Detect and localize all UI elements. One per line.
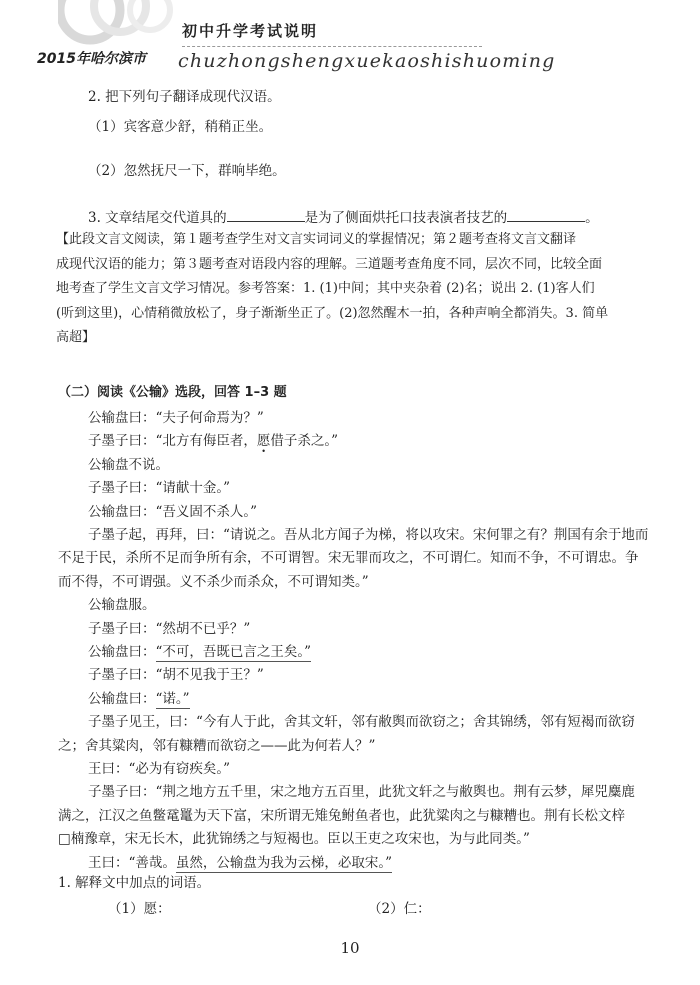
underlined-sentence: “诺。”	[155, 690, 190, 707]
passage-line: 公输盘曰：“夫子何命焉为？”	[88, 410, 264, 426]
passage-line: 子墨子曰：“请献十金。”	[88, 480, 231, 497]
q1-item-2: （2）仁：	[368, 901, 431, 917]
passage-line	[88, 435, 338, 449]
analysis-line: 【此段文言文阅读，第１题考查学生对文言实词词义的掌握情况；第２题考查将文言文翻译	[56, 232, 577, 247]
passage-line: 公输盘曰：“吾义固不杀人。”	[88, 503, 258, 520]
underlined-sentence: “不可，吾既已言之王矣。”	[155, 644, 312, 660]
q3-blank-1[interactable]	[227, 209, 305, 222]
passage-text: 公输盘曰：	[88, 644, 156, 660]
page-number: 10	[340, 939, 360, 957]
passage-line: 子墨子起，再拜，曰：“请说之。吾从北方闻子为梯，将以攻宋。宋何罪之有？荆国有余于地而	[88, 527, 649, 543]
passage-line: 之；舍其粱肉，邻有糠糟而欲窃之——此为何若人？”	[58, 737, 376, 754]
header-pinyin: chuzhongshengxuekaoshishuoming	[178, 50, 556, 72]
passage-line: 公输盘不说。	[88, 456, 169, 473]
passage-line: 王曰：“必为有窃疾矣。”	[88, 761, 231, 777]
analysis-line: (听到这里)，心情稍微放松了，身子渐渐坐正了。(2)忽然醒木一拍，各种声响全都消失。3. 简单	[56, 305, 609, 321]
q3-part-1: 3. 文章结尾交代道具的	[88, 210, 227, 226]
passage-line: 不足于民，杀所不足而争所有余，不可谓智。宋无罪而攻之，不可谓仁。知而不争，不可谓忠。争	[58, 550, 639, 567]
passage-line: 而不得，不可谓强。义不杀少而杀众，不可谓知类。”	[58, 573, 369, 590]
passage-line: 满之，江汉之鱼鳖鼋鼍为天下富，宋所谓无雉兔鲋鱼者也，此犹粱肉之与糠糟也。荆有长松文梓	[58, 807, 625, 824]
q3-part-3: 。	[585, 210, 599, 226]
passage-line: 子墨子曰：“胡不见我于王？”	[88, 667, 264, 684]
q1-item-1: （1）愿：	[108, 901, 171, 917]
passage-line: 子墨子曰：“然胡不已乎？”	[88, 620, 251, 637]
analysis-line: 地考查了学生文言文学习情况。参考答案：1. (1)中间；其中夹杂着 (2)名；说出 2. (1)客人们	[56, 281, 595, 296]
header-title: 初中升学考试说明	[182, 22, 319, 40]
q2-label: 2. 把下列句子翻译成现代汉语。	[88, 89, 281, 105]
dotted-word-yuan: 愿	[256, 433, 271, 450]
q1-label: 1. 解释文中加点的词语。	[58, 875, 211, 891]
passage-line: 子墨子曰：“荆之地方五千里，宋之地方五百里，此犹文轩之与敝舆也。荆有云梦，犀兕麋鹿	[88, 784, 635, 801]
underlined-sentence: 虽然，公输盘为我为云梯，必取宋。”	[175, 854, 393, 871]
header-year-city: 2015年哈尔滨市	[37, 51, 146, 67]
passage-line: 子墨子见王，曰：“今有人于此，舍其文轩，邻有敝舆而欲窃之；舍其锦绣，邻有短褐而欲窃	[88, 714, 635, 731]
passage-line	[88, 854, 393, 871]
q2-item-2: （2）忽然抚尺一下，群响毕绝。	[88, 163, 286, 179]
q3-line	[88, 209, 599, 226]
q3-part-2: 是为了侧面烘托口技表演者技艺的	[304, 210, 508, 226]
passage-line	[88, 690, 190, 707]
passage-text: 王曰：“善哉。	[88, 854, 176, 871]
q3-blank-2[interactable]	[507, 209, 585, 222]
passage-text: 借子杀之。”	[270, 433, 339, 450]
passage-line: 公输盘服。	[88, 597, 156, 614]
section2-heading: （二）阅读《公输》选段，回答 1–3 题	[58, 385, 287, 400]
q2-item-1: （1）宾客意少舒，稍稍正坐。	[88, 119, 273, 135]
passage-text: 公输盘曰：	[88, 690, 156, 707]
passage-line: □楠豫章，宋无长木，此犹锦绣之与短褐也。臣以王吏之攻宋也，为与此同类。”	[58, 831, 530, 848]
analysis-line: 高超】	[56, 330, 96, 345]
header-divider	[182, 46, 482, 47]
analysis-line: 成现代汉语的能力；第３题考查对语段内容的理解。三道题考查角度不同，层次不同，比较全面	[56, 256, 603, 272]
analysis-note	[56, 228, 641, 351]
passage-line	[88, 646, 311, 660]
passage-text: 子墨子曰：“北方有侮臣者，	[88, 433, 257, 450]
